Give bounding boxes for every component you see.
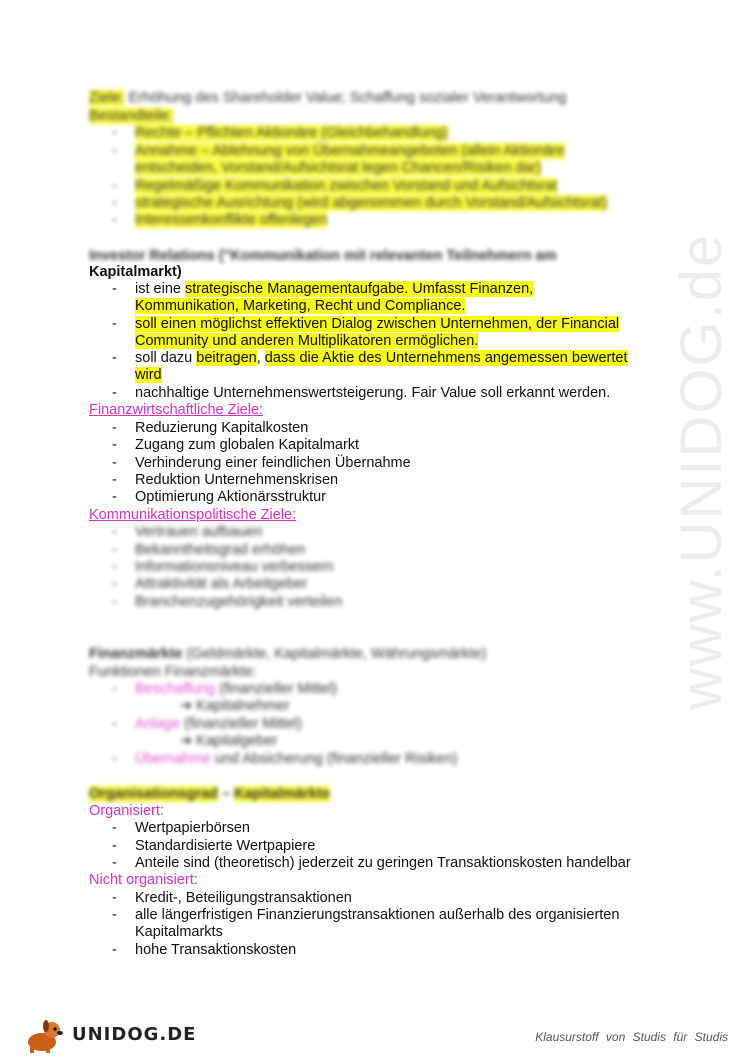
blurred-item: Regelmäßige Kommunikation zwischen Vorstand und Aufsichtsrat (135, 178, 558, 194)
blurred-item: entscheiden, Vorstand/Aufsichtsrat legen Chancen/Risiken dar) (135, 160, 542, 176)
nicht-organisiert-item: Kredit-, Beteiligungstransaktionen (135, 890, 352, 906)
dash: - (112, 455, 117, 471)
organisation-heading (89, 786, 330, 803)
goals-line (89, 90, 566, 107)
logo-text: UNIDOG.DE (72, 1024, 197, 1045)
unidog-logo (22, 1018, 197, 1054)
funktion-pink: Übernahme (135, 751, 211, 767)
funktionen-label: Funktionen Finanzmärkte: (89, 664, 257, 680)
funktion-item (135, 681, 337, 698)
nicht-organisiert-label: Nicht organisiert: (89, 872, 198, 888)
nicht-organisiert-item: alle längerfristigen Finanzierungstransaktionen außerhalb des organisierten (135, 907, 620, 923)
dash: - (112, 472, 117, 488)
kommunikation-item: Branchenzugehörigkeit verteilen (135, 594, 343, 610)
dash: - (112, 195, 117, 211)
organisation-heading-b: Kapitalmärkte (234, 786, 330, 802)
funktion-rest: (finanzieller Mittel) (215, 681, 338, 697)
kommunikation-item: Attraktivität als Arbeitgeber (135, 576, 308, 592)
kommunikation-heading: Kommunikationspolitische Ziele: (89, 507, 297, 523)
organisiert-label: Organisiert: (89, 803, 164, 819)
ir-item-1 (135, 281, 533, 298)
dash: - (112, 524, 117, 540)
dash: - (112, 143, 117, 159)
finanz-item: Reduktion Unternehmenskrisen (135, 472, 339, 488)
funktion-rest: und Absicherung (finanzieller Risiken) (210, 751, 458, 767)
funktion-item (135, 751, 457, 768)
ir-item-text: ist eine (135, 281, 185, 297)
ir-item-3 (135, 350, 628, 367)
kommunikation-item: Bekanntheitsgrad erhöhen (135, 542, 306, 558)
ir-item-highlight: soll einen möglichst effektiven Dialog zwischen Unternehmen, der Financial (135, 316, 620, 332)
funktion-arrow: ➔ Kapitalgeber (180, 733, 278, 749)
ir-item-text: soll dazu (135, 350, 197, 366)
organisation-heading-a: Organisationsgrad (89, 786, 218, 802)
dash: - (112, 316, 117, 332)
finanzmaerkte-heading-bold: Finanzmärkte (89, 646, 183, 662)
ir-item-highlight: beitragen (196, 350, 257, 366)
ir-item-highlight: Community und anderen Multiplikatoren ermöglichen. (135, 333, 479, 349)
blurred-item: Interessenkonflikte offenlegen (135, 212, 328, 228)
dash: - (112, 907, 117, 923)
ir-heading-blurred: Investor Relations ("Kommunikation mit relevanten Teilnehmern am (89, 248, 557, 264)
dash: - (112, 559, 117, 575)
ir-item-highlight: Umfasst Finanzen, (408, 281, 534, 297)
dash: - (112, 576, 117, 592)
dash: - (112, 437, 117, 453)
dash: - (112, 594, 117, 610)
dash: - (112, 542, 117, 558)
dash: - (112, 716, 117, 732)
ir-heading: Kapitalmarkt) (89, 264, 182, 280)
organisiert-item: Anteile sind (theoretisch) jederzeit zu geringen Transaktionskosten handelbar (135, 855, 631, 871)
dash: - (112, 855, 117, 871)
funktion-arrow: ➔ Kapitalnehmer (180, 698, 290, 714)
dash: - (112, 681, 117, 697)
dash: - (112, 212, 117, 228)
finanz-item: Zugang zum globalen Kapitalmarkt (135, 437, 360, 453)
watermark: www.UNIDOG.de (669, 232, 734, 710)
dash: - (112, 838, 117, 854)
organisation-heading-sep: – (217, 786, 235, 802)
funktion-rest: (finanzieller Mittel) (180, 716, 302, 732)
finanz-item: Verhinderung einer feindlichen Übernahme (135, 455, 411, 471)
organisiert-item: Wertpapierbörsen (135, 820, 250, 836)
ir-item-highlight: wird (135, 367, 162, 383)
ir-item-highlight: strategische Managementaufgabe. (184, 281, 409, 297)
finanz-item: Reduzierung Kapitalkosten (135, 420, 309, 436)
ir-item-text: , (256, 350, 265, 366)
dash: - (112, 178, 117, 194)
bestandteile-label: Bestandteile: (89, 108, 173, 124)
ir-item-text: nachhaltige Unternehmenswertsteigerung. Fair Value soll erkannt werden. (135, 385, 611, 401)
blurred-item: strategische Ausrichtung (wird abgenommen durch Vorstand/Aufsichtsrat) (135, 195, 608, 211)
dash: - (112, 489, 117, 505)
dash: - (112, 942, 117, 958)
dash: - (112, 890, 117, 906)
dash: - (112, 820, 117, 836)
dash: - (112, 751, 117, 767)
blurred-item: Rechte – Pflichten Aktionäre (Gleichbehandlung) (135, 125, 448, 141)
dash: - (112, 350, 117, 366)
dash: - (112, 385, 117, 401)
nicht-organisiert-item: hohe Transaktionskosten (135, 942, 297, 958)
kommunikation-item: Informationsniveau verbessern (135, 559, 334, 575)
finanz-heading: Finanzwirtschaftliche Ziele: (89, 402, 264, 418)
dog-icon (22, 1018, 68, 1054)
kommunikation-item: Vertrauen aufbauen (135, 524, 263, 540)
funktion-pink: Beschaffung (135, 681, 216, 697)
organisiert-item: Standardisierte Wertpapiere (135, 838, 316, 854)
ir-item-highlight: dass die Aktie des Unternehmens angemessen bewertet (264, 350, 628, 366)
nicht-organisiert-item: Kapitalmarkts (135, 924, 223, 940)
ir-item-highlight: Kommunikation, Marketing, Recht und Compliance. (135, 298, 466, 314)
blurred-item: Annahme – Ablehnung von Übernahmeangeboten (allein Aktionäre (135, 143, 565, 159)
dash: - (112, 281, 117, 297)
finanz-item: Optimierung Aktionärsstruktur (135, 489, 326, 505)
dash: - (112, 420, 117, 436)
finanzmaerkte-heading-rest: (Geldmärkte, Kapitalmärkte, Währungsmärkte) (182, 646, 487, 662)
goals-label: Ziele: (89, 90, 125, 106)
finanzmaerkte-heading (89, 646, 486, 663)
funktion-pink: Anlage (135, 716, 181, 732)
dash: - (112, 125, 117, 141)
footer-tagline: Klausurstoff von Studis für Studis (535, 1030, 728, 1044)
funktion-item (135, 716, 302, 733)
goals-text: Erhöhung des Shareholder Value; Schaffung sozialer Verantwortung (128, 90, 567, 106)
